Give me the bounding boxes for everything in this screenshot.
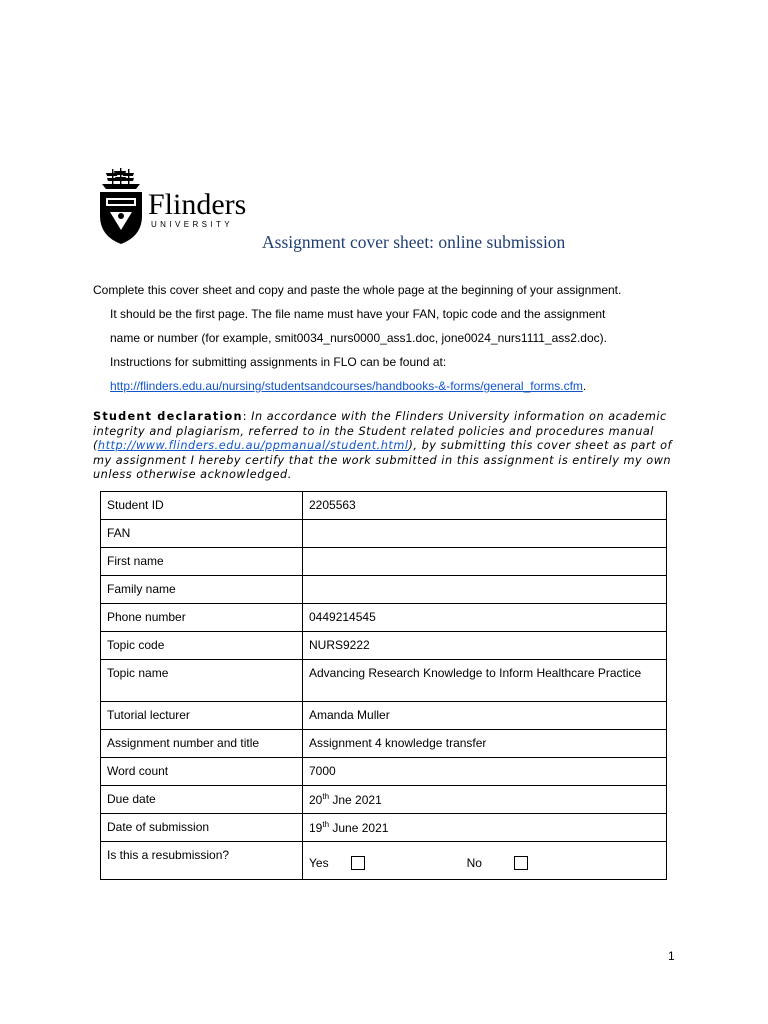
logo-wordmark: Flinders (148, 188, 247, 221)
due-month-year: Jne 2021 (329, 793, 382, 807)
yes-checkbox[interactable] (351, 856, 365, 870)
table-row (101, 660, 667, 702)
declaration-text-2: ), by submitting this cover sheet as part of my assignment I hereby certify that the work submitted in this assignment is entirely my own unless otherwise acknowledged. (93, 439, 673, 481)
intro-line-2: It should be the first page. The file name must have your FAN, topic code and the assignment (110, 307, 606, 321)
ppmanual-link[interactable]: http://www.flinders.edu.au/ppmanual/student.html (97, 439, 409, 452)
page-title: Assignment cover sheet: online submission (262, 232, 566, 252)
row-label: Phone number (101, 604, 303, 632)
intro-line-3: name or number (for example, smit0034_nurs0000_ass1.doc, jone0024_nurs1111_ass2.doc). (110, 331, 607, 345)
yes-label: Yes (309, 856, 329, 870)
no-checkbox[interactable] (514, 856, 528, 870)
topic-name-field[interactable]: Advancing Research Knowledge to Inform Healthcare Practice (303, 660, 667, 702)
row-label: Family name (101, 576, 303, 604)
assignment-title-field[interactable]: Assignment 4 knowledge transfer (303, 730, 667, 758)
student-id-field[interactable]: 2205563 (303, 492, 667, 520)
table-row (101, 702, 667, 730)
row-label: Topic name (101, 660, 303, 702)
cover-sheet-table (100, 491, 667, 880)
table-row (101, 520, 667, 548)
shield-emblem (100, 192, 142, 244)
declaration-text-1: In accordance with the Flinders University information on academic integrity and plagiarism, referred to in the Student related policies and procedures manual ( (93, 410, 667, 452)
intro-instructions (93, 278, 693, 398)
flinders-logo (98, 168, 260, 246)
row-label: FAN (101, 520, 303, 548)
resubmission-options (303, 842, 667, 880)
row-label: Word count (101, 758, 303, 786)
table-row (101, 730, 667, 758)
forms-link[interactable]: http://flinders.edu.au/nursing/studentsandcourses/handbooks-&-forms/general_forms.cfm (110, 379, 583, 393)
declaration-colon: : (242, 410, 252, 423)
table-row (101, 604, 667, 632)
tutorial-lecturer-field[interactable]: Amanda Muller (303, 702, 667, 730)
ship-emblem (102, 168, 140, 189)
link-period: . (582, 379, 587, 393)
row-label: Due date (101, 786, 303, 814)
topic-code-field[interactable]: NURS9222 (303, 632, 667, 660)
intro-line-4: Instructions for submitting assignments in FLO can be found at: (110, 355, 447, 369)
table-row (101, 758, 667, 786)
table-row (101, 548, 667, 576)
family-name-field[interactable] (303, 576, 667, 604)
due-day-suffix: th (322, 792, 330, 801)
row-label: Assignment number and title (101, 730, 303, 758)
submission-date-field[interactable] (303, 814, 667, 842)
intro-line-1: Complete this cover sheet and copy and paste the whole page at the beginning of your assignment. (93, 283, 622, 297)
student-declaration (93, 410, 683, 483)
row-label: Tutorial lecturer (101, 702, 303, 730)
page-number: 1 (668, 949, 675, 963)
submission-day-suffix: th (322, 820, 330, 829)
row-label: Student ID (101, 492, 303, 520)
row-label: Date of submission (101, 814, 303, 842)
declaration-title: Student declaration (93, 410, 243, 423)
fan-field[interactable] (303, 520, 667, 548)
row-label: Topic code (101, 632, 303, 660)
due-day: 20 (309, 793, 323, 807)
intro-line-5 (93, 374, 693, 398)
table-row (101, 814, 667, 842)
table-row (101, 492, 667, 520)
row-label: Is this a resubmission? (101, 842, 303, 880)
table-row (101, 632, 667, 660)
row-label: First name (101, 548, 303, 576)
no-label: No (466, 856, 482, 870)
submission-month-year: June 2021 (329, 821, 389, 835)
first-name-field[interactable] (303, 548, 667, 576)
table-row (101, 842, 667, 880)
phone-number-field[interactable]: 0449214545 (303, 604, 667, 632)
word-count-field[interactable]: 7000 (303, 758, 667, 786)
submission-day: 19 (309, 821, 323, 835)
table-row (101, 786, 667, 814)
logo-subtitle: UNIVERSITY (151, 220, 234, 229)
due-date-field[interactable] (303, 786, 667, 814)
table-row (101, 576, 667, 604)
